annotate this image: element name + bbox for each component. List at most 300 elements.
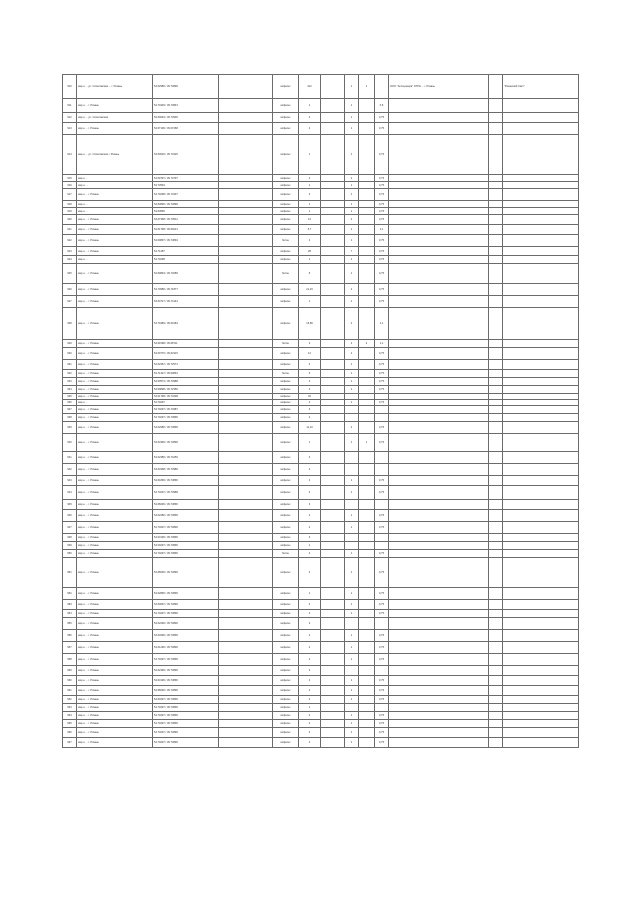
col-a-cell	[321, 284, 345, 296]
col-c-cell	[359, 208, 375, 215]
volume-cell	[375, 464, 389, 476]
table-row	[63, 434, 579, 452]
surface-type-cell: асфальт	[273, 247, 299, 256]
col-a-cell	[321, 378, 345, 386]
col-b-cell	[345, 618, 359, 630]
col-x-cell	[489, 464, 503, 476]
col-c-cell	[359, 696, 375, 704]
surface-type-cell: асфальт	[273, 208, 299, 215]
col-x-cell	[489, 452, 503, 464]
surface-type-cell: бетон	[273, 235, 299, 247]
col-a-cell	[321, 264, 345, 284]
coordinates-cell: 54.68296 / 39.73896	[153, 558, 219, 588]
address-cell: мкр-н ... г. Рязань	[77, 550, 153, 558]
coordinates-cell: 54.63896	[153, 208, 219, 215]
volume-cell: 0,75	[375, 630, 389, 642]
surface-type-cell: асфальт	[273, 738, 299, 748]
coordinates-cell: 54.71287	[153, 247, 219, 256]
area-cell: 1	[299, 201, 321, 208]
table-row	[63, 235, 579, 247]
surface-type-cell: асфальт	[273, 696, 299, 704]
surface-type-cell: асфальт	[273, 225, 299, 235]
coordinates-cell: 54.70297 / 39.73896	[153, 704, 219, 712]
col-x-cell	[489, 225, 503, 235]
col-a-cell	[321, 296, 345, 308]
organization-cell	[389, 510, 489, 522]
organization-cell	[389, 308, 489, 340]
surface-type-cell: асфальт	[273, 534, 299, 542]
kind-cell	[219, 686, 273, 696]
kind-cell	[219, 720, 273, 728]
area-cell: 3	[299, 618, 321, 630]
area-cell: 4	[299, 600, 321, 610]
col-c-cell	[359, 370, 375, 378]
organization-cell	[389, 296, 489, 308]
col-a-cell	[321, 728, 345, 738]
organization-cell	[389, 340, 489, 348]
table-row	[63, 720, 579, 728]
row-number: 923	[63, 247, 77, 256]
col-x-cell	[489, 500, 503, 510]
coordinates-cell: 54.63196 / 39.73896	[153, 534, 219, 542]
col-a-cell	[321, 500, 345, 510]
owner-cell	[503, 182, 579, 189]
kind-cell	[219, 386, 273, 394]
col-a-cell	[321, 588, 345, 600]
organization-cell	[389, 264, 489, 284]
col-b-cell: 2	[345, 340, 359, 348]
col-b-cell: 1	[345, 75, 359, 99]
volume-cell: 0,75	[375, 550, 389, 558]
organization-cell	[389, 630, 489, 642]
address-cell: мкр-н ... г. Рязань	[77, 558, 153, 588]
col-x-cell	[489, 588, 503, 600]
organization-cell	[389, 686, 489, 696]
col-x-cell	[489, 215, 503, 225]
col-x-cell	[489, 600, 503, 610]
coordinates-cell: 54.63398 / 39.73986	[153, 464, 219, 476]
col-c-cell	[359, 225, 375, 235]
surface-type-cell: асфальт	[273, 113, 299, 123]
col-c-cell	[359, 175, 375, 182]
kind-cell	[219, 738, 273, 748]
col-x-cell	[489, 208, 503, 215]
address-cell: мкр-н ... г. Рязань	[77, 360, 153, 370]
address-cell: мкр-н ... г. Рязань	[77, 340, 153, 348]
coordinates-cell: 54.62896 / 39.73896	[153, 588, 219, 600]
organization-cell	[389, 406, 489, 414]
owner-cell	[503, 704, 579, 712]
address-cell: мкр-н ... г. Рязань	[77, 464, 153, 476]
col-x-cell	[489, 610, 503, 618]
col-c-cell	[359, 256, 375, 264]
volume-cell: 0,75	[375, 360, 389, 370]
table-row	[63, 452, 579, 464]
organization-cell	[389, 215, 489, 225]
volume-cell: 0,75	[375, 235, 389, 247]
col-a-cell	[321, 558, 345, 588]
col-b-cell: 1	[345, 630, 359, 642]
row-number: 962	[63, 696, 77, 704]
volume-cell: 0,75	[375, 189, 389, 201]
address-cell: мкр-н ... г. Рязань	[77, 308, 153, 340]
address-cell: мкр-н ... г. Рязань	[77, 422, 153, 434]
volume-cell: 0,75	[375, 113, 389, 123]
table-row	[63, 464, 579, 476]
kind-cell	[219, 588, 273, 600]
col-c-cell	[359, 414, 375, 422]
coordinates-cell: 54.70439 / 39.73843	[153, 99, 219, 113]
organization-cell	[389, 728, 489, 738]
col-a-cell	[321, 247, 345, 256]
address-cell: мкр-н ... г. Рязань	[77, 370, 153, 378]
row-number: 937	[63, 406, 77, 414]
col-b-cell: 1	[345, 235, 359, 247]
row-number: 927	[63, 296, 77, 308]
col-x-cell	[489, 340, 503, 348]
col-x-cell	[489, 720, 503, 728]
organization-cell	[389, 666, 489, 676]
area-cell: 4	[299, 654, 321, 666]
area-cell: 1	[299, 704, 321, 712]
surface-type-cell: асфальт	[273, 201, 299, 208]
col-x-cell	[489, 296, 503, 308]
kind-cell	[219, 654, 273, 666]
col-a-cell	[321, 406, 345, 414]
volume-cell: 0,75	[375, 476, 389, 486]
col-c-cell	[359, 378, 375, 386]
coordinates-cell: 54.70489 / 39.69184	[153, 308, 219, 340]
owner-cell	[503, 189, 579, 201]
address-cell: мкр-н ... г. Рязань	[77, 476, 153, 486]
surface-type-cell: асфальт	[273, 256, 299, 264]
owner-cell	[503, 113, 579, 123]
surface-type-cell: асфальт	[273, 182, 299, 189]
col-b-cell: 1	[345, 486, 359, 500]
col-x-cell	[489, 686, 503, 696]
volume-cell: 0,75	[375, 400, 389, 406]
owner-cell	[503, 686, 579, 696]
row-number: 963	[63, 704, 77, 712]
kind-cell	[219, 476, 273, 486]
surface-type-cell: асфальт	[273, 542, 299, 550]
col-b-cell	[345, 666, 359, 676]
surface-type-cell: асфальт	[273, 284, 299, 296]
col-c-cell	[359, 676, 375, 686]
area-cell: 4	[299, 720, 321, 728]
surface-type-cell: асфальт	[273, 296, 299, 308]
col-b-cell: 1	[345, 201, 359, 208]
col-b-cell: 1	[345, 610, 359, 618]
col-b-cell: 1	[345, 225, 359, 235]
coordinates-cell: 54.60297 / 39.73896	[153, 542, 219, 550]
organization-cell	[389, 704, 489, 712]
organization-cell	[389, 201, 489, 208]
owner-cell	[503, 550, 579, 558]
owner-cell	[503, 720, 579, 728]
surface-type-cell: асфальт	[273, 175, 299, 182]
organization-cell	[389, 550, 489, 558]
surface-type-cell: асфальт	[273, 308, 299, 340]
col-b-cell: 1	[345, 135, 359, 175]
volume-cell: 0,75	[375, 370, 389, 378]
area-cell: 4	[299, 522, 321, 534]
volume-cell: 0,75	[375, 686, 389, 696]
col-x-cell	[489, 618, 503, 630]
owner-cell	[503, 542, 579, 550]
col-c-cell: 1	[359, 75, 375, 99]
col-b-cell	[345, 534, 359, 542]
address-cell: мкр-н ... г. Рязань	[77, 264, 153, 284]
owner-cell	[503, 225, 579, 235]
row-number: 930	[63, 348, 77, 360]
owner-cell	[503, 406, 579, 414]
col-a-cell	[321, 225, 345, 235]
col-a-cell	[321, 308, 345, 340]
area-cell: 46	[299, 394, 321, 400]
col-c-cell	[359, 558, 375, 588]
organization-cell	[389, 618, 489, 630]
area-cell: 3	[299, 406, 321, 414]
row-number: 965	[63, 720, 77, 728]
address-cell: мкр-н ... г. Рязань	[77, 500, 153, 510]
kind-cell	[219, 712, 273, 720]
owner-cell	[503, 414, 579, 422]
surface-type-cell: асфальт	[273, 610, 299, 618]
col-x-cell	[489, 201, 503, 208]
coordinates-cell: 54.62386 / 39.74256	[153, 452, 219, 464]
organization-cell	[389, 588, 489, 600]
col-x-cell	[489, 642, 503, 654]
table-row	[63, 610, 579, 618]
col-c-cell	[359, 464, 375, 476]
kind-cell	[219, 610, 273, 618]
col-b-cell: 1	[345, 256, 359, 264]
col-a-cell	[321, 510, 345, 522]
row-number: 938	[63, 414, 77, 422]
row-number: 946	[63, 510, 77, 522]
volume-cell: 0,75	[375, 175, 389, 182]
col-c-cell	[359, 618, 375, 630]
volume-cell: 0,75	[375, 182, 389, 189]
coordinates-cell: 54.61296 / 39.73896	[153, 642, 219, 654]
owner-cell	[503, 284, 579, 296]
table-row	[63, 414, 579, 422]
row-number: 912	[63, 113, 77, 123]
organization-cell	[389, 247, 489, 256]
col-x-cell	[489, 712, 503, 720]
row-number: 956	[63, 630, 77, 642]
table-row	[63, 386, 579, 394]
coordinates-cell: 54.60776 / 39.62315	[153, 348, 219, 360]
col-x-cell	[489, 360, 503, 370]
table-row	[63, 522, 579, 534]
owner-cell	[503, 464, 579, 476]
row-number: 918	[63, 201, 77, 208]
volume-cell: 0,5	[375, 99, 389, 113]
col-b-cell: 1	[345, 522, 359, 534]
col-c-cell	[359, 738, 375, 748]
volume-cell: 0,75	[375, 434, 389, 452]
col-b-cell	[345, 414, 359, 422]
surface-type-cell: асфальт	[273, 476, 299, 486]
table-row	[63, 704, 579, 712]
col-c-cell	[359, 201, 375, 208]
area-cell: 4	[299, 510, 321, 522]
col-a-cell	[321, 123, 345, 135]
organization-cell	[389, 676, 489, 686]
table-row	[63, 247, 579, 256]
col-c-cell	[359, 406, 375, 414]
col-c-cell	[359, 452, 375, 464]
kind-cell	[219, 542, 273, 550]
col-a-cell	[321, 642, 345, 654]
table-row	[63, 75, 579, 99]
col-a-cell	[321, 704, 345, 712]
coordinates-cell: 54.70298 / 39.73437	[153, 189, 219, 201]
col-b-cell: 1	[345, 99, 359, 113]
address-cell: мкр-н ... г. Рязань	[77, 215, 153, 225]
col-x-cell	[489, 696, 503, 704]
address-cell: мкр-н ... ул. Соколовская	[77, 113, 153, 123]
coordinates-cell: 54.69894 / 39.74089	[153, 264, 219, 284]
area-cell: 4	[299, 360, 321, 370]
kind-cell	[219, 378, 273, 386]
col-b-cell: 1	[345, 208, 359, 215]
volume-cell: 1,1	[375, 225, 389, 235]
volume-cell	[375, 406, 389, 414]
col-c-cell	[359, 386, 375, 394]
col-c-cell	[359, 630, 375, 642]
owner-cell	[503, 264, 579, 284]
address-cell: мкр-н ... г. Рязань	[77, 728, 153, 738]
owner-cell	[503, 500, 579, 510]
area-cell: 3	[299, 340, 321, 348]
organization-cell: ООО "Ассоциация" ОГРН ... г. Рязань	[389, 75, 489, 99]
address-cell: мкр-н ... г. Рязань	[77, 486, 153, 500]
table-row	[63, 360, 579, 370]
col-x-cell	[489, 284, 503, 296]
owner-cell	[503, 588, 579, 600]
address-cell: мкр-н ... ул. Соколовская ... г. Рязань	[77, 75, 153, 99]
col-c-cell	[359, 654, 375, 666]
col-a-cell	[321, 464, 345, 476]
volume-cell: 1,1	[375, 308, 389, 340]
col-a-cell	[321, 712, 345, 720]
kind-cell	[219, 247, 273, 256]
col-x-cell	[489, 534, 503, 542]
volume-cell	[375, 452, 389, 464]
coordinates-cell: 54.62296 / 39.73896	[153, 618, 219, 630]
organization-cell	[389, 414, 489, 422]
owner-cell	[503, 712, 579, 720]
area-cell: 4	[299, 378, 321, 386]
coordinates-cell: 54.71327 / 39.60891	[153, 370, 219, 378]
kind-cell	[219, 208, 273, 215]
table-row	[63, 600, 579, 610]
coordinates-cell: 54.63896 / 39.73896	[153, 201, 219, 208]
table-row	[63, 500, 579, 510]
table-row	[63, 542, 579, 550]
col-c-cell	[359, 522, 375, 534]
coordinates-cell: 54.61896 / 39.73896	[153, 476, 219, 486]
row-number: 958	[63, 654, 77, 666]
kind-cell	[219, 360, 273, 370]
area-cell: 4	[299, 486, 321, 500]
surface-type-cell: асфальт	[273, 422, 299, 434]
col-b-cell: 1	[345, 360, 359, 370]
owner-cell	[503, 510, 579, 522]
organization-cell	[389, 370, 489, 378]
address-cell: мкр-н ... г. Рязань	[77, 534, 153, 542]
col-x-cell	[489, 135, 503, 175]
col-x-cell	[489, 370, 503, 378]
area-cell: 4	[299, 558, 321, 588]
row-number: 915	[63, 175, 77, 182]
address-cell: мкр-н ... г. Рязань	[77, 348, 153, 360]
table-row	[63, 308, 579, 340]
organization-cell	[389, 610, 489, 618]
surface-type-cell: асфальт	[273, 588, 299, 600]
col-b-cell	[345, 464, 359, 476]
table-row	[63, 256, 579, 264]
area-cell: 4	[299, 686, 321, 696]
row-number: 957	[63, 642, 77, 654]
coordinates-cell: 54.60697 / 39.73896	[153, 600, 219, 610]
organization-cell	[389, 378, 489, 386]
volume-cell: 0,75	[375, 378, 389, 386]
surface-type-cell: асфальт	[273, 642, 299, 654]
surface-type-cell: асфальт	[273, 720, 299, 728]
col-a-cell	[321, 113, 345, 123]
organization-cell	[389, 386, 489, 394]
row-number: 928	[63, 308, 77, 340]
area-cell: 1	[299, 588, 321, 600]
volume-cell: 0,75	[375, 522, 389, 534]
kind-cell	[219, 308, 273, 340]
table-row	[63, 370, 579, 378]
col-x-cell	[489, 235, 503, 247]
row-number: 960	[63, 676, 77, 686]
col-c-cell	[359, 642, 375, 654]
col-a-cell	[321, 208, 345, 215]
area-cell: 4	[299, 113, 321, 123]
area-cell: 15,89	[299, 308, 321, 340]
address-cell: мкр-н ... г. Рязань	[77, 618, 153, 630]
address-cell: мкр-н ... г. Рязань	[77, 406, 153, 414]
organization-cell	[389, 720, 489, 728]
owner-cell	[503, 600, 579, 610]
organization-cell	[389, 500, 489, 510]
address-cell: мкр-н ... г. Рязань	[77, 666, 153, 676]
kind-cell	[219, 434, 273, 452]
col-a-cell	[321, 75, 345, 99]
area-cell: 4	[299, 476, 321, 486]
owner-cell	[503, 630, 579, 642]
address-cell: мкр-н ... г. Рязань	[77, 686, 153, 696]
row-number: 948	[63, 534, 77, 542]
owner-cell	[503, 642, 579, 654]
kind-cell	[219, 175, 273, 182]
volume-cell: 0,75	[375, 264, 389, 284]
address-cell: мкр-н ...	[77, 208, 153, 215]
surface-type-cell: асфальт	[273, 676, 299, 686]
volume-cell: 0,75	[375, 386, 389, 394]
coordinates-cell: 54.60574 / 39.73988	[153, 378, 219, 386]
table-row	[63, 340, 579, 348]
col-b-cell: 1	[345, 370, 359, 378]
owner-cell	[503, 386, 579, 394]
